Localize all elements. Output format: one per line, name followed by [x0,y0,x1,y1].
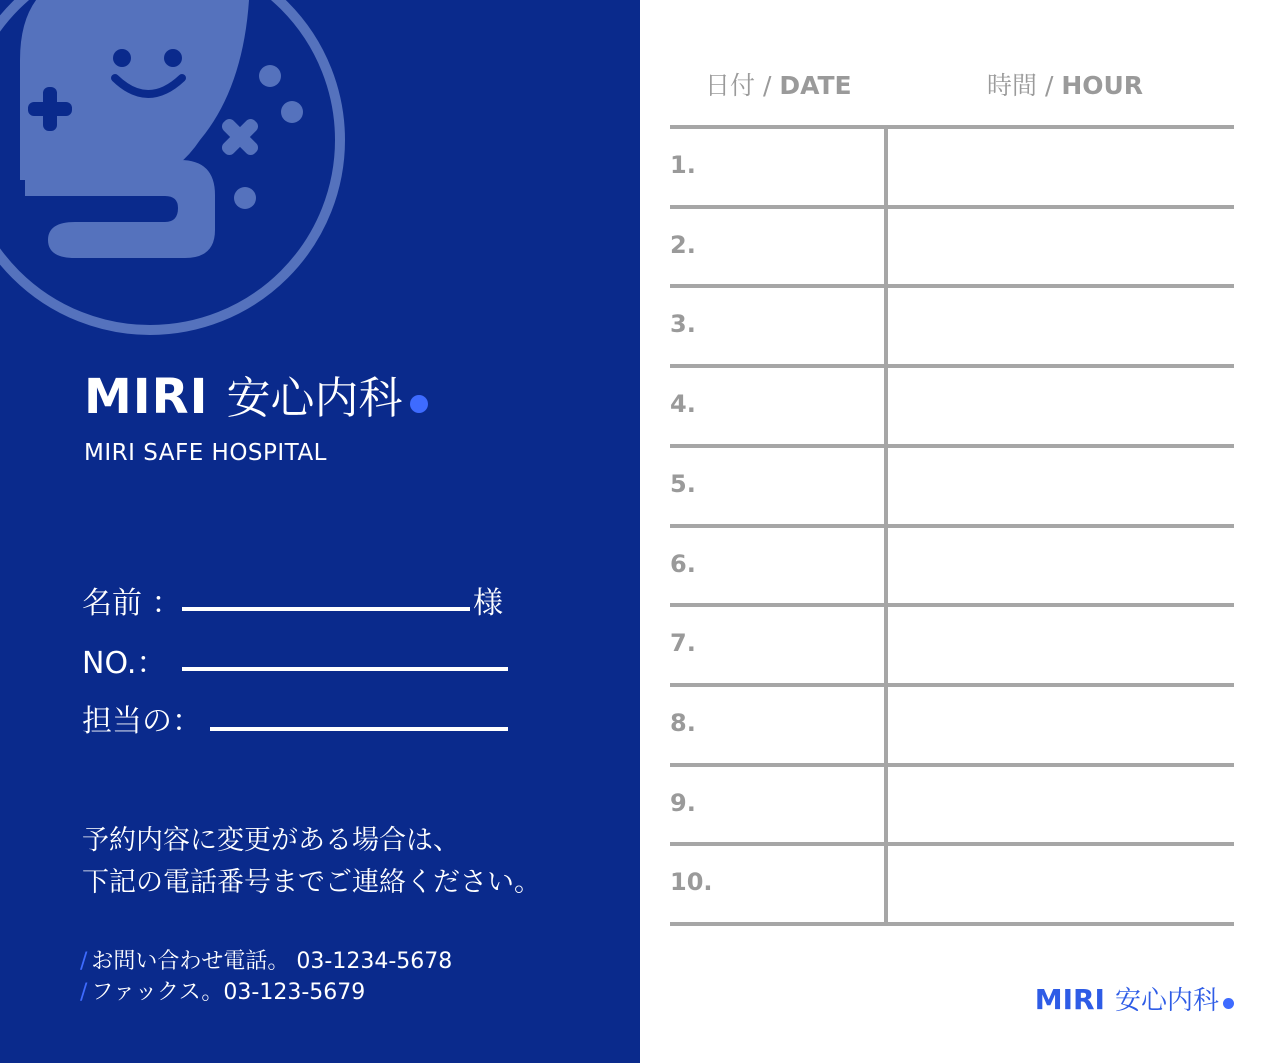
hour-cell-5[interactable] [892,450,1232,520]
table-row-divider [670,922,1234,926]
date-cell-8[interactable] [720,689,880,759]
row-number-2: 2. [670,231,696,259]
row-number-7: 7. [670,629,696,657]
slash-icon: / [80,949,88,974]
date-cell-10[interactable] [720,848,880,918]
row-number-10: 10. [670,868,713,896]
table-row-divider [670,842,1234,846]
table-row-divider [670,284,1234,288]
table-row-divider [670,763,1234,767]
row-number-1: 1. [670,151,696,179]
footer-name-latin: MIRI [1034,983,1105,1016]
notice-line-1: 予約内容に変更がある場合は、 [82,825,460,856]
hour-cell-10[interactable] [892,848,1232,918]
hour-cell-9[interactable] [892,769,1232,839]
notice-line-2: 下記の電話番号までご連絡ください。 [82,867,541,898]
footer-dot-icon [1223,998,1234,1009]
hour-header-en: HOUR [1061,71,1144,100]
table-row-divider [670,683,1234,687]
date-cell-1[interactable] [720,131,880,201]
date-cell-5[interactable] [720,450,880,520]
date-cell-7[interactable] [720,609,880,679]
row-number-5: 5. [670,470,696,498]
brand-name-jp: 安心内科 [226,373,403,424]
row-number-8: 8. [670,709,696,737]
date-cell-4[interactable] [720,370,880,440]
change-notice [82,820,541,904]
table-row-divider [670,205,1234,209]
phone-contact [80,944,452,975]
phone-text: お問い合わせ電話。 03-1234-5678 [91,949,453,974]
hour-cell-6[interactable] [892,530,1232,600]
row-number-3: 3. [670,310,696,338]
row-number-9: 9. [670,789,696,817]
hour-cell-8[interactable] [892,689,1232,759]
footer-logo [1035,980,1234,1017]
date-header-jp: 日付 / [705,71,780,100]
hour-cell-7[interactable] [892,609,1232,679]
row-number-4: 4. [670,390,696,418]
staff-label: 担当の： [82,704,202,739]
name-label: 名前 ： [82,586,182,621]
date-column-header [705,66,852,102]
fax-contact [80,975,365,1006]
brand-dot-icon [410,395,428,413]
hospital-subtitle: MIRI SAFE HOSPITAL [84,440,327,466]
slash-icon: / [80,980,88,1005]
date-cell-2[interactable] [720,211,880,281]
hour-cell-3[interactable] [892,290,1232,360]
name-suffix: 様 [473,586,503,621]
brand-name-latin: MIRI [84,369,209,425]
date-header-en: DATE [779,71,852,100]
hospital-emblem-icon [0,0,350,340]
row-number-6: 6. [670,550,696,578]
number-label: NO.： [82,646,167,681]
staff-field-line[interactable] [210,727,508,731]
hour-cell-2[interactable] [892,211,1232,281]
hour-cell-4[interactable] [892,370,1232,440]
fax-text: ファックス。03-123-5679 [91,980,366,1005]
table-row-divider [670,444,1234,448]
table-row-divider [670,603,1234,607]
table-row-divider [670,524,1234,528]
hour-cell-1[interactable] [892,131,1232,201]
number-field-line[interactable] [182,667,508,671]
table-column-divider [884,125,888,924]
hospital-logo [84,362,428,425]
table-row-divider [670,364,1234,368]
footer-name-jp: 安心内科 [1114,986,1219,1016]
hour-header-jp: 時間 / [987,71,1062,100]
name-field-line[interactable] [182,607,470,611]
date-cell-3[interactable] [720,290,880,360]
date-cell-9[interactable] [720,769,880,839]
hour-column-header [987,66,1143,102]
date-cell-6[interactable] [720,530,880,600]
table-row-divider [670,125,1234,129]
